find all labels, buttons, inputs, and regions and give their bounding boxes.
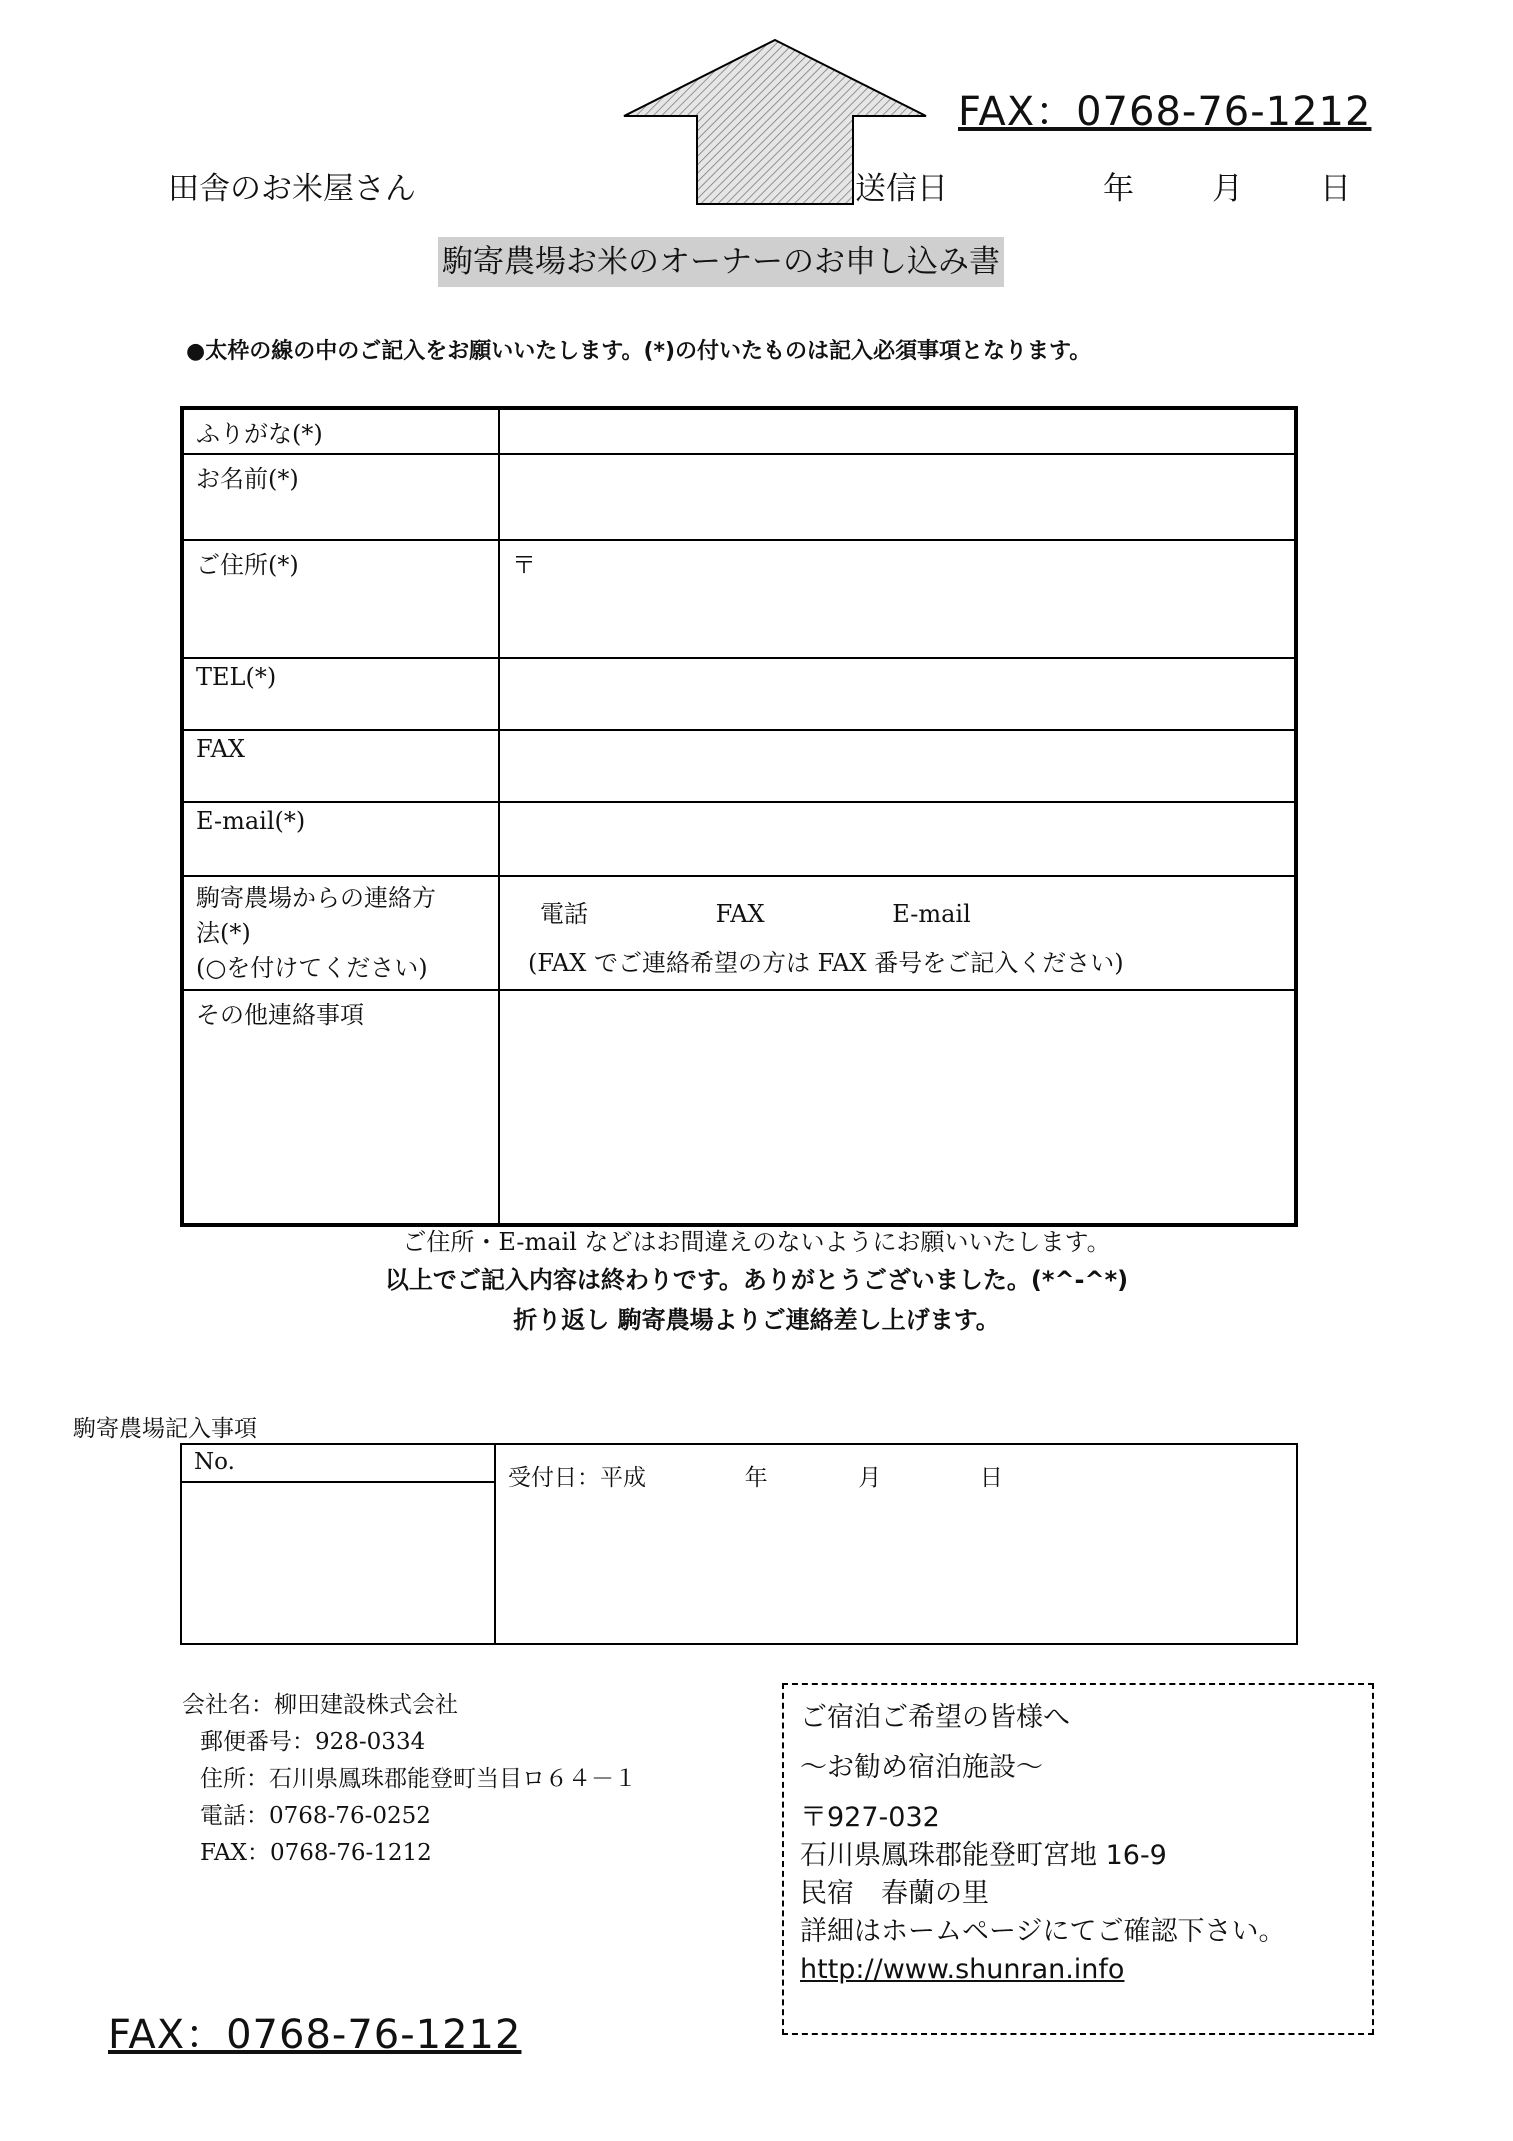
address-field[interactable]	[499, 540, 1296, 658]
form-title: 駒寄農場お米のオーナーのお申し込み書	[438, 237, 1004, 287]
contact-method-label-line3: (○を付けてください)	[196, 953, 428, 982]
company-address: 住所：石川県鳳珠郡能登町当目ロ６４－１	[200, 1766, 637, 1792]
note-line1: ご住所・E-mail などはお間違えのないようにお願いいたします。	[402, 1228, 1111, 1256]
form-row-furigana	[182, 408, 1296, 454]
form-row-fax	[182, 730, 1296, 802]
contact-option-phone[interactable]: 電話	[540, 900, 588, 928]
send-date-day: 日	[1320, 171, 1351, 207]
note-line2: 以上でご記入内容は終わりです。ありがとうございました。(*^-^*)	[384, 1266, 1129, 1294]
name-label: お名前(*)	[182, 454, 499, 540]
office-no-field[interactable]	[182, 1483, 494, 1643]
fax-label: FAX	[182, 730, 499, 802]
contact-method-label-line1: 駒寄農場からの連絡方	[196, 884, 436, 912]
send-date-year: 年	[1103, 171, 1134, 207]
furigana-field[interactable]	[499, 408, 1296, 454]
lodging-name: 民宿 春蘭の里	[800, 1878, 989, 1909]
furigana-label: ふりがな(*)	[182, 408, 499, 454]
company-name: 会社名：柳田建設株式会社	[182, 1692, 458, 1718]
lodging-postal: 〒927-032	[800, 1802, 940, 1833]
form-row-address	[182, 540, 1296, 658]
note-line3: 折り返し 駒寄農場よりご連絡差し上げます。	[513, 1306, 1000, 1334]
email-label: E-mail(*)	[182, 802, 499, 876]
tel-label: TEL(*)	[182, 658, 499, 730]
address-label: ご住所(*)	[182, 540, 499, 658]
lodging-address: 石川県鳳珠郡能登町宮地 16-9	[800, 1840, 1167, 1871]
office-use-table	[180, 1443, 1298, 1645]
form-row-other	[182, 990, 1296, 1225]
office-use-heading: 駒寄農場記入事項	[73, 1416, 257, 1442]
lodging-info-box	[782, 1683, 1374, 2035]
fax-number-bottom: FAX：0768-76-1212	[108, 2012, 522, 2058]
received-date-month: 月	[858, 1465, 882, 1491]
contact-method-label-line2: 法(*)	[196, 918, 251, 947]
other-label: その他連絡事項	[182, 990, 499, 1225]
received-date-label: 受付日：平成	[508, 1465, 646, 1491]
company-fax: FAX：0768-76-1212	[200, 1840, 432, 1866]
office-no-label: No.	[182, 1445, 494, 1483]
form-row-tel	[182, 658, 1296, 730]
contact-option-fax[interactable]: FAX	[715, 900, 765, 928]
send-date-label: 送信日	[855, 171, 948, 207]
company-phone: 電話：0768-76-0252	[200, 1803, 431, 1829]
received-date-day: 日	[979, 1465, 1003, 1491]
contact-option-email[interactable]: E-mail	[892, 900, 971, 928]
tel-field[interactable]	[499, 658, 1296, 730]
instruction-text: ●太枠の線の中のご記入をお願いいたします。(*)の付いたものは記入必須事項となります。	[186, 339, 1092, 364]
contact-options	[512, 897, 1282, 932]
lodging-heading: ご宿泊ご希望の皆様へ	[800, 1702, 1070, 1733]
application-form-table	[180, 406, 1298, 1227]
form-row-name	[182, 454, 1296, 540]
fax-number-top: FAX：0768-76-1212	[958, 89, 1372, 135]
form-row-contact-method	[182, 876, 1296, 990]
contact-method-field[interactable]	[499, 876, 1296, 990]
contact-note: (FAX でご連絡希望の方は FAX 番号をご記入ください)	[528, 948, 1124, 977]
postal-mark: 〒	[512, 551, 536, 579]
email-field[interactable]	[499, 802, 1296, 876]
form-row-email	[182, 802, 1296, 876]
lodging-url-link[interactable]: http://www.shunran.info	[800, 1954, 1125, 1985]
fax-field[interactable]	[499, 730, 1296, 802]
company-info	[182, 1687, 637, 1872]
contact-method-label	[182, 876, 499, 990]
shop-name: 田舎のお米屋さん	[168, 171, 416, 207]
other-field[interactable]	[499, 990, 1296, 1225]
lodging-details: 詳細はホームページにてご確認下さい。	[800, 1916, 1286, 1947]
send-date-month: 月	[1212, 171, 1243, 207]
lodging-subheading: ～お勧め宿泊施設～	[800, 1752, 1043, 1783]
received-date-year: 年	[744, 1465, 768, 1491]
company-postal: 郵便番号：928-0334	[200, 1729, 426, 1755]
received-date-cell[interactable]	[495, 1444, 1297, 1644]
office-no-cell	[181, 1444, 495, 1644]
name-field[interactable]	[499, 454, 1296, 540]
